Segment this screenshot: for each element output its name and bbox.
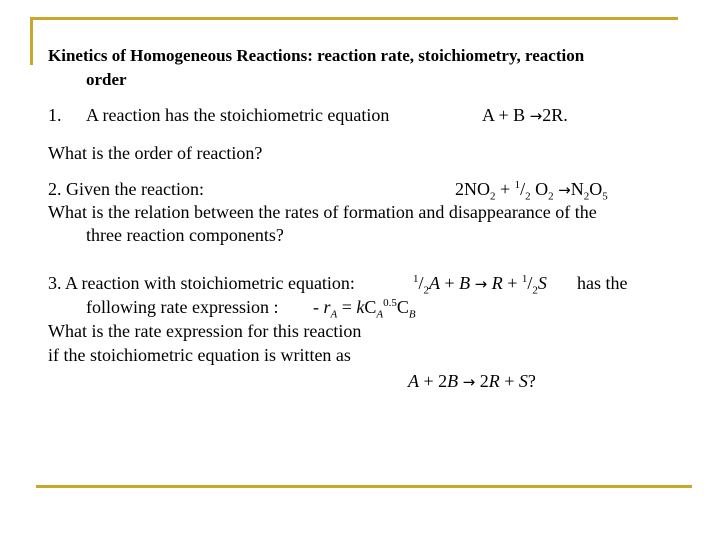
- arrow-icon: →: [529, 107, 543, 125]
- q2-intro: 2. Given the reaction:: [48, 179, 204, 199]
- q3-equation: $^1/_2A + B \to R + ^1/_2S$: [413, 273, 547, 297]
- arrow-icon: →: [474, 275, 488, 293]
- left-border: [30, 17, 33, 65]
- arrow-icon: →: [558, 181, 571, 199]
- q1-text: A reaction has the stoichiometric equation: [86, 105, 390, 125]
- q2-line-3: three reaction components?: [86, 225, 284, 245]
- q3-line-3: What is the rate expression for this reaction: [48, 321, 362, 341]
- q2-equation: $2NO_2 + ^1/_2$ $O_2 \to N_2O_5$: [455, 179, 608, 203]
- q1-equation: A + B →2R.: [482, 105, 568, 125]
- title-line-2: order: [86, 70, 127, 89]
- q3-has-the: has the: [577, 273, 628, 293]
- q3-rate-expression: - $r_A = kC_A^{0.5}C_B$: [313, 297, 416, 321]
- q3-intro: 3. A reaction with stoichiometric equation:: [48, 273, 355, 293]
- q3-rate-label: following rate expression :: [86, 297, 279, 317]
- q1-question: What is the order of reaction?: [48, 143, 263, 163]
- q3-new-equation: A + 2B → 2R + S?: [408, 371, 536, 391]
- title-line-1: Kinetics of Homogeneous Reactions: reaction rate, stoichiometry, reaction: [48, 46, 585, 65]
- top-border: [30, 17, 678, 20]
- q1-number: 1.: [48, 105, 62, 125]
- arrow-icon: →: [462, 373, 476, 391]
- q3-line-4: if the stoichiometric equation is written as: [48, 345, 351, 365]
- q2-line-2: What is the relation between the rates of formation and disappearance of the: [48, 202, 597, 222]
- bottom-border: [36, 485, 692, 488]
